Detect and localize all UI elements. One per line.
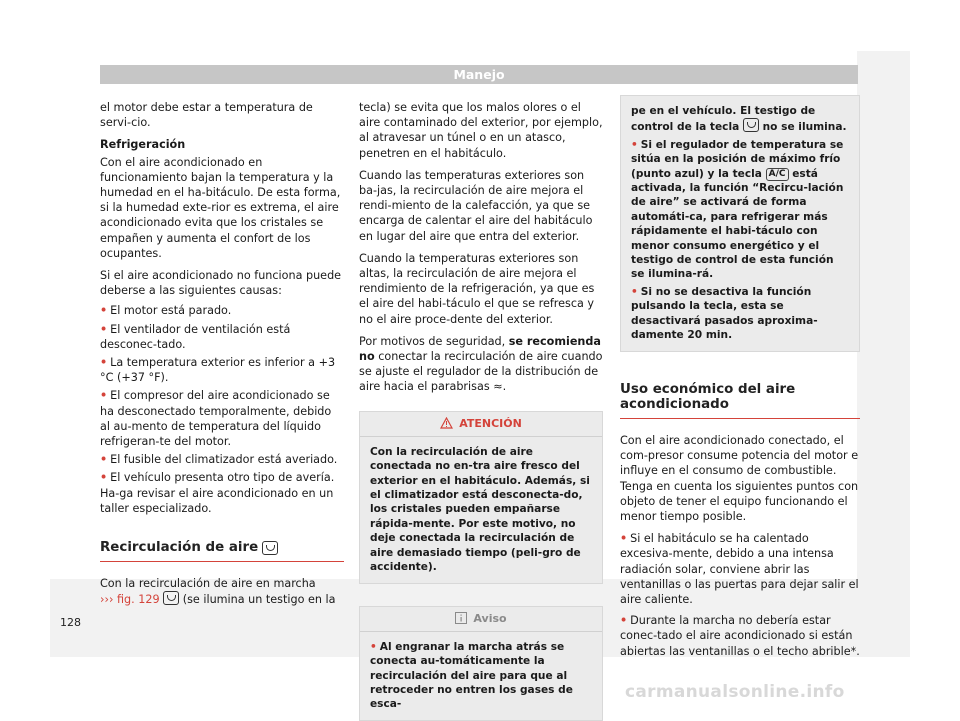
warning-text: Con la recirculación de aire conectada no en-tra aire fresco del exterior en el habitáculo. Además, si el climatizador está desconecta-do, los cristales pueden empañarse rápida-mente. Por este motivo, no deje conectada la recirculación de aire demasiado tiempo (peli-gro de accidente). bbox=[370, 445, 590, 574]
watermark: carmanualsonline.info bbox=[625, 682, 845, 702]
recirculation-key-icon bbox=[163, 591, 179, 605]
bullet-icon: • bbox=[100, 356, 108, 370]
list-item: • El fusible del climatizador está averiado. bbox=[100, 453, 338, 467]
economic-use-text: Con el aire acondicionado conectado, el com-presor consume potencia del motor e influye en el consumo de combustible. Tenga en cuenta los siguientes puntos con objeto de tener el equipo funcionando el menor tiempo posible. bbox=[620, 433, 859, 523]
ac-key-icon: A/C bbox=[766, 168, 789, 181]
section-header: Manejo bbox=[100, 65, 858, 84]
warning-box bbox=[359, 411, 603, 584]
list-item: • El motor está parado. bbox=[100, 304, 232, 318]
list-item: • Durante la marcha no debería estar conec-tado el aire acondicionado si están abiertas las ventanillas o el techo abrible*. bbox=[620, 614, 860, 658]
bullet-icon: • bbox=[100, 322, 108, 336]
bullet-icon: • bbox=[100, 471, 108, 485]
bullet-icon: • bbox=[620, 532, 628, 546]
recirculation-paragraph-4: Por motivos de seguridad, se recomienda no conectar la recirculación de aire cuando se ajuste el regulador de la distribución de aire hacia el parabrisas ≈. bbox=[359, 334, 603, 394]
bullet-icon: • bbox=[620, 614, 628, 628]
bullet-icon: • bbox=[100, 304, 108, 318]
bullet-icon: • bbox=[100, 453, 108, 467]
bullet-icon: • bbox=[100, 389, 108, 403]
intro-text: el motor debe estar a temperatura de servi-cio. bbox=[100, 101, 313, 130]
refrigeration-heading: Refrigeración bbox=[100, 138, 186, 152]
note-text: • Al engranar la marcha atrás se conecta au-tomáticamente la recirculación del aire para que al retroceder no entren los gases de esca- bbox=[370, 640, 573, 711]
list-item: • Si el regulador de temperatura se sitúa en la posición de máximo frío (punto azul) y la tecla A/C está activada, la función “Recircu-lación de aire” se activará de forma automáti-ca, para refrigerar más rápidamente el habi-táculo con menor consumo energético y el testigo de control de esta función se ilumina-rá. bbox=[631, 138, 844, 281]
list-item: • La temperatura exterior es inferior a +3 °C (+37 °F). bbox=[100, 356, 336, 385]
recirculation-paragraph-3: Cuando la temperaturas exteriores son altas, la recirculación de aire mejora el rendimiento de la refrigeración, ya que es el aire del habi-táculo el que se refresca y no el aire proce-dente del exterior. bbox=[359, 251, 595, 326]
page-number: 128 bbox=[60, 616, 81, 629]
column-right bbox=[620, 95, 860, 662]
recirculation-key-icon bbox=[262, 541, 278, 555]
info-icon bbox=[455, 612, 467, 624]
recirculation-text: Con la recirculación de aire en marcha ››› fig. 129 (se ilumina un testigo en la bbox=[100, 577, 336, 607]
column-middle bbox=[359, 100, 603, 721]
causes-intro: Si el aire acondicionado no funciona puede deberse a las siguientes causas: bbox=[100, 269, 342, 298]
bullet-icon: • bbox=[631, 138, 638, 151]
warning-header: ATENCIÓN bbox=[360, 412, 602, 437]
recirculation-paragraph-2: Cuando las temperaturas exteriores son ba-jas, la recirculación de aire mejora el rendi-miento de la calefacción, ya que se encarga de calentar el aire del habitáculo en lugar del aire que entra del exterior. bbox=[359, 168, 593, 243]
list-item: • El vehículo presenta otro tipo de avería. Ha-ga revisar el aire acondicionado en un taller especializado. bbox=[100, 471, 335, 515]
windshield-icon: ≈ bbox=[493, 380, 503, 394]
note-box bbox=[359, 606, 603, 721]
list-item: • El compresor del aire acondicionado se ha desconectado temporalmente, debido al au-mento de temperatura del líquido refrigeran-te del motor. bbox=[100, 389, 332, 449]
note-continuation-text: pe en el vehículo. El testigo de control de la tecla no se ilumina. bbox=[631, 105, 847, 134]
recirculation-heading: Recirculación de aire bbox=[100, 540, 344, 562]
bullet-icon: • bbox=[370, 640, 377, 653]
list-item: • El ventilador de ventilación está desconec-tado. bbox=[100, 322, 291, 351]
refrigeration-text: Con el aire acondicionado en funcionamiento bajan la temperatura y la humedad en el ha-bitáculo. De esta forma, si la humedad exte-rior es extrema, el aire acondicionado evita que los cristales se empañen y aumenta el confort de los ocupantes. bbox=[100, 155, 341, 260]
warning-triangle-icon bbox=[440, 417, 453, 429]
recirculation-key-icon bbox=[743, 118, 759, 132]
list-item: • Si no se desactiva la función pulsando la tecla, esta se desactivará pasados aproxima-damente 20 min. bbox=[631, 285, 818, 342]
column-left bbox=[100, 100, 344, 615]
note-header: Aviso bbox=[360, 607, 602, 632]
note-continuation-box bbox=[620, 95, 860, 352]
bullet-icon: • bbox=[631, 285, 638, 298]
list-item: • Si el habitáculo se ha calentado excesiva-mente, debido a una intensa radiación solar, conviene abrir las ventanillas o las puertas para dejar salir el aire caliente. bbox=[620, 532, 859, 606]
figure-link[interactable]: ››› fig. 129 bbox=[100, 593, 160, 607]
economic-use-heading: Uso económico del aire acondicionado bbox=[620, 382, 860, 419]
recirculation-paragraph-1: tecla) se evita que los malos olores o el aire contaminado del exterior, por ejemplo, al atravesar un túnel o en un atasco, penetren en el habitáculo. bbox=[359, 101, 603, 160]
